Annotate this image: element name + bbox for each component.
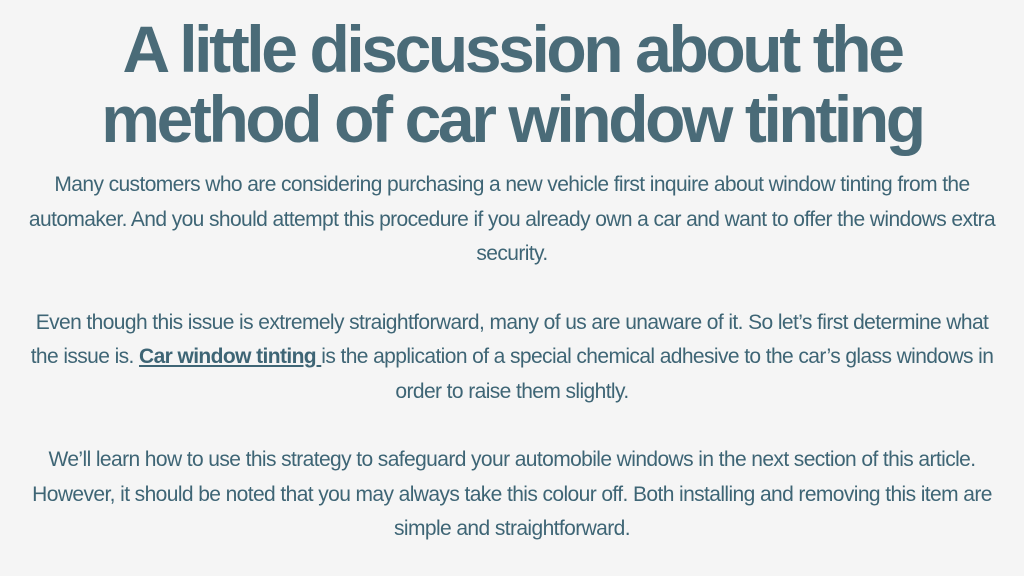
article-title [26,14,998,154]
title-line-1: A little discussion about the [122,12,902,86]
paragraph-2 [26,306,998,410]
paragraph-2-before-link: Even though this issue is extremely straightforward, many of us are unaware of it. So let’s first determine what the issue is. [30,310,989,368]
paragraph-1: Many customers who are considering purchasing a new vehicle first inquire about window tinting from the automaker. And you should attempt this procedure if you already own a car and want to offer the windows extra security. [28,173,996,265]
paragraph-2-after-link: is the application of a special chemical adhesive to the car’s glass windows in order to raise them slightly. [321,345,994,403]
car-window-tinting-link[interactable]: Car window tinting [139,345,322,368]
title-line-2: method of car window tinting [101,82,923,156]
paragraph-3: We’ll learn how to use this strategy to safeguard your automobile windows in the next section of this article. However, it should be noted that you may always take this colour off. Both installing and removing this item are simple and straightforward. [32,448,992,540]
